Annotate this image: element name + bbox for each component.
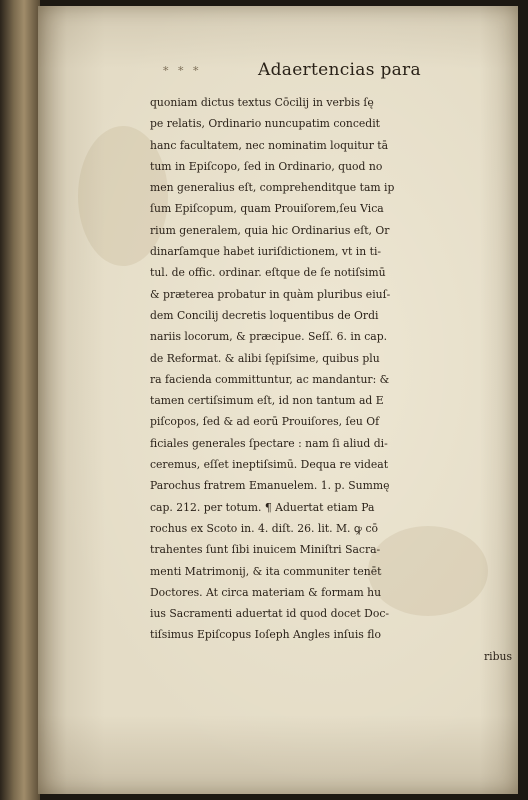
text-line: ius Sacramenti aduertat id quod docet Doc- — [150, 607, 390, 621]
text-line: tum in Epiſcopo, ſed in Ordinario, quod no — [150, 159, 383, 173]
text-line: ribus — [483, 649, 512, 663]
text-line: pe relatis, Ordinario nuncupatim concedit — [150, 117, 380, 131]
text-line: tul. de offic. ordinar. eſtque de ſe notiſsimū — [150, 266, 386, 280]
text-line: ra facienda committuntur, ac mandantur: & — [150, 372, 390, 386]
text-line: quoniam dictus textus Cōcilij in verbis ſę — [150, 96, 374, 109]
head-ornament: ∗ ∗ ∗ — [162, 62, 202, 75]
text-line: tamen certiſsimum eſt, id non tantum ad E — [150, 394, 384, 408]
text-line: Parochus fratrem Emanuelem. 1. p. Summę — [150, 479, 390, 493]
text-line: ceremus, eſſet ineptiſsimū. Dequa re videat — [150, 458, 389, 472]
text-line: & prætereа probatur in quàm pluribus eiuſ- — [150, 287, 391, 301]
text-line: dinarſamque habet iuriſdictionem, vt in ti- — [150, 245, 382, 259]
text-line: piſcopos, ſed & ad eorū Prouiſores, ſeu Of — [150, 415, 380, 429]
book-spine-edge — [0, 0, 40, 800]
running-head: Adaertencias para — [258, 60, 421, 80]
text-line: ficiales generales ſpectare : nam ſi aliud di- — [150, 436, 388, 450]
text-line: menti Matrimonij, & ita communiter tenēt — [150, 564, 382, 578]
text-line: rium generalem, quia hic Ordinarius eſt, Or — [150, 223, 390, 237]
text-line: men generalius eſt, comprehenditque tam ip — [150, 181, 395, 195]
text-line: rochus ex Scoto in. 4. diſt. 26. lit. M. ꝙ cō — [150, 521, 379, 535]
text-line: ſum Epiſcopum, quam Prouiſorem,ſeu Vica — [150, 202, 384, 216]
text-line: tiſsimus Epiſcopus Ioſeph Angles inſuis flo — [150, 628, 381, 642]
text-line: cap. 212. per totum. ¶ Aduertat etiam Pa — [150, 500, 375, 514]
text-line: Doctores. At circa materiam & formam hu — [150, 585, 382, 599]
text-line: dem Concilij decretis loquentibus de Ordi — [150, 308, 379, 322]
text-line: trahentes ſunt ſibi inuicem Miniſtri Sacra- — [150, 543, 381, 557]
text-line: nariis locorum, & præcipue. Seſſ. 6. in cap. — [150, 330, 388, 344]
body-text — [150, 92, 522, 667]
text-line: hanc facultatem, nec nominatim loquitur tā — [150, 138, 389, 152]
text-line: de Reformat. & alibi ſępiſsime, quibus plu — [150, 351, 380, 365]
